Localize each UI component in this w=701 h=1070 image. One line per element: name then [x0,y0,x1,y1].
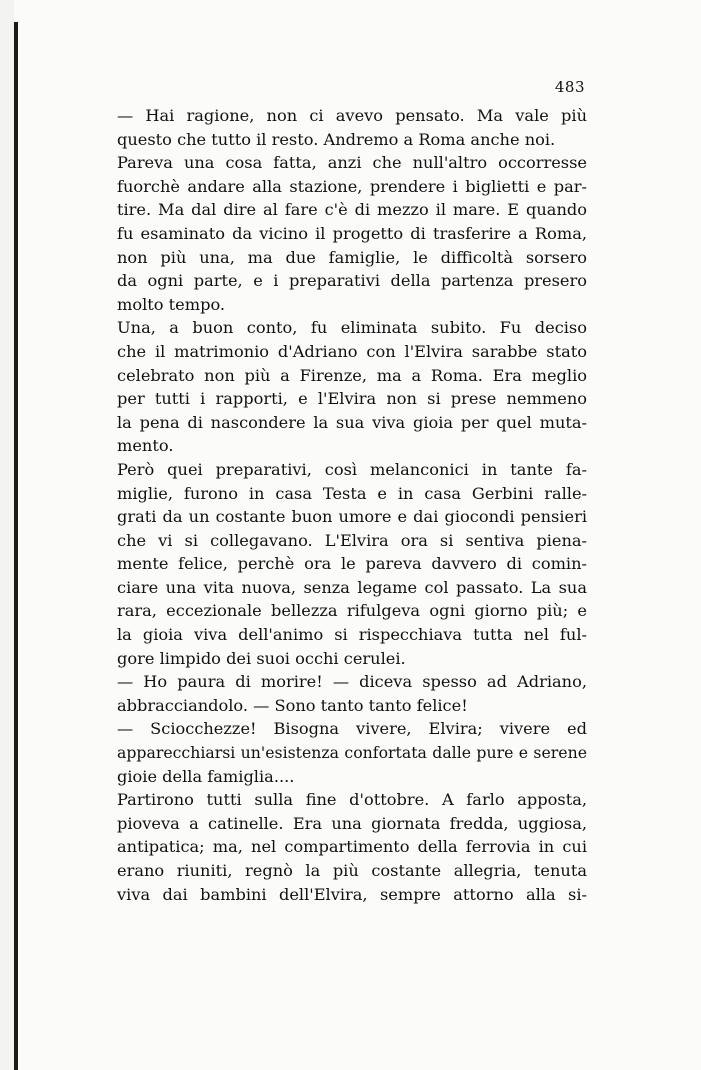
text-line: antipatica; ma, nel compartimento della ferrovia in cui [117,837,587,857]
text-line: tire. Ma dal dire al fare c'è di mezzo il mare. E quando [117,200,587,220]
text-line: apparecchiarsi un'esistenza confortata dalle pure e serene [117,743,587,763]
text-line: erano riuniti, regnò la più costante allegria, tenuta [117,861,587,880]
text-line: — Hai ragione, non ci avevo pensato. Ma vale più [117,106,587,125]
paragraph [117,151,587,316]
paragraph [117,316,587,458]
text-line: — Ho paura di morire! — diceva spesso ad Adriano, [117,672,587,692]
text-line: molto tempo. [117,294,226,314]
text-line: — Sciocchezze! Bisogna vivere, Elvira; vivere ed [117,719,587,739]
text-line: Una, a buon conto, fu eliminata subito. Fu deciso [117,318,587,338]
text-line: non più una, ma due famiglie, le difficoltà sorsero [117,247,587,267]
text-line: mento. [117,436,174,456]
text-line: ciare una vita nuova, senza legame col passato. La sua [117,577,587,597]
paragraph [117,458,587,670]
text-line: fu esaminato da vicino il progetto di trasferire a Roma, [117,223,587,243]
text-line: pioveva a catinelle. Era una giornata fredda, uggiosa, [117,813,587,833]
text-line: viva dai bambini dell'Elvira, sempre attorno alla si- [117,884,587,904]
text-line: per tutti i rapporti, e l'Elvira non si prese nemmeno [117,389,587,409]
text-line: gore limpido dei suoi occhi cerulei. [117,648,406,668]
text-line: che vi si collegavano. L'Elvira ora si sentiva piena- [117,530,587,550]
text-line: rara, eccezionale bellezza rifulgeva ogni giorno più; e [117,601,587,621]
text-line: miglie, furono in casa Testa e in casa Gerbini ralle- [117,483,587,503]
page-margin-shadow [0,0,14,1070]
text-line: da ogni parte, e i preparativi della partenza presero [117,271,587,291]
text-line: mente felice, perchè ora le pareva davvero di comin- [117,554,587,574]
paragraph [117,104,587,151]
page-number: 483 [554,78,585,96]
paragraph [117,717,587,788]
body-text [117,104,587,906]
text-line: celebrato non più a Firenze, ma a Roma. Era meglio [117,365,587,385]
text-line: fuorchè andare alla stazione, prendere i biglietti e par- [117,176,587,196]
binding-edge [14,22,18,1070]
text-line: Pareva una cosa fatta, anzi che null'altro occorresse [117,153,587,173]
text-line: Però quei preparativi, così melanconici in tante fa- [117,459,587,479]
text-line: la pena di nascondere la sua viva gioia per quel muta- [117,412,587,432]
paragraph [117,670,587,717]
text-line: questo che tutto il resto. Andremo a Roma anche noi. [117,129,556,149]
text-line: che il matrimonio d'Adriano con l'Elvira sarabbe stato [117,341,587,361]
text-line: grati da un costante buon umore e dai giocondi pensieri [117,507,587,527]
text-line: abbracciandolo. — Sono tanto tanto felice! [117,695,468,715]
paragraph [117,788,587,906]
text-line: la gioia viva dell'animo si rispecchiava tutta nel ful- [117,625,587,645]
text-line: Partirono tutti sulla fine d'ottobre. A farlo apposta, [117,790,587,810]
text-line: gioie della famiglia.... [117,766,295,786]
